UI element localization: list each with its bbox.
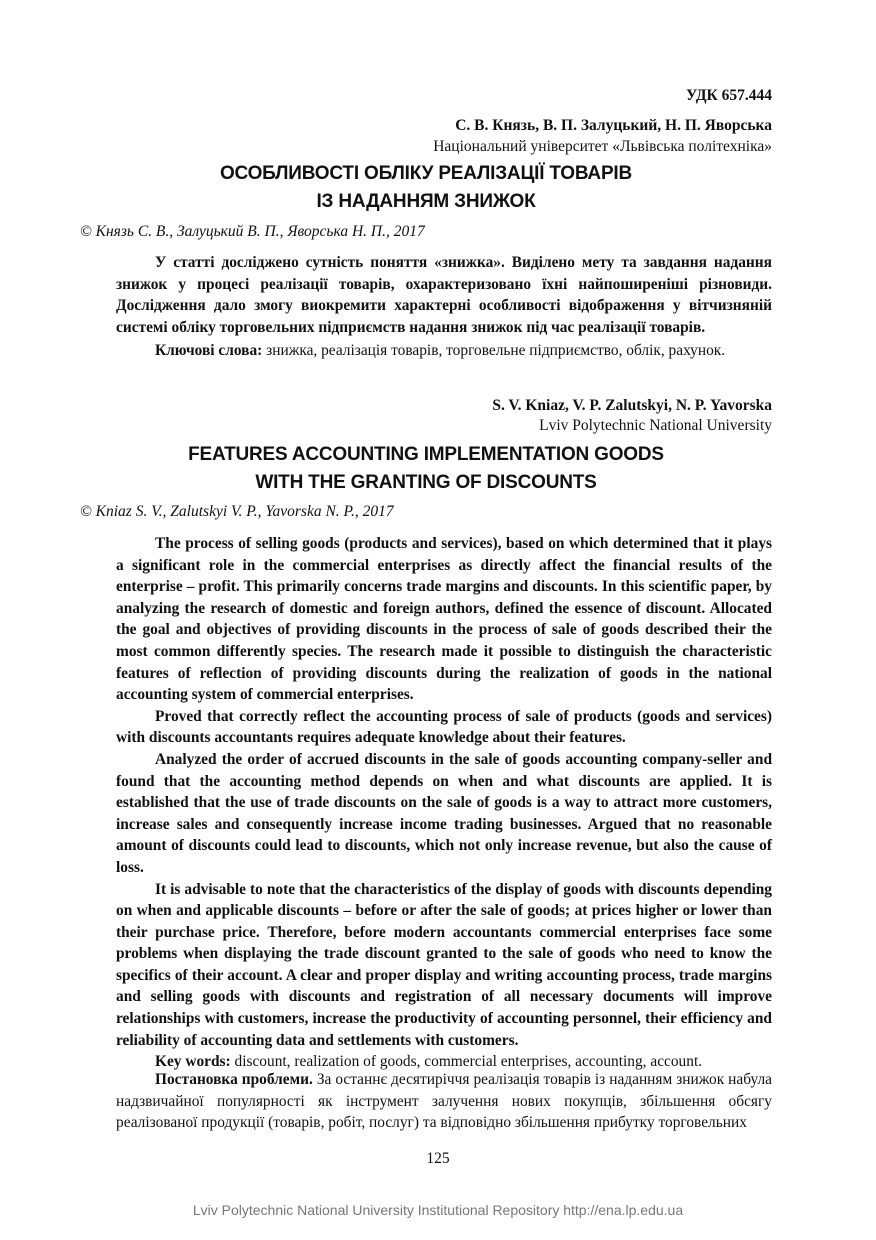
section-heading: Постановка проблеми. (155, 1071, 313, 1088)
ua-authors: С. В. Князь, В. П. Залуцький, Н. П. Яворська (455, 117, 772, 134)
ua-keywords-label: Ключові слова: (155, 342, 263, 360)
repository-footer: Lviv Polytechnic National University Institutional Repository http://ena.lp.edu.ua (192, 1202, 684, 1218)
ua-affiliation: Національний університет «Львівська політехніка» (433, 138, 772, 155)
en-keywords-text: discount, realization of goods, commercial enterprises, accounting, account. (230, 1053, 703, 1071)
en-title-line2: WITH THE GRANTING OF DISCOUNTS (255, 472, 597, 493)
ua-title-line2: ІЗ НАДАННЯМ ЗНИЖОК (316, 191, 536, 212)
en-title-line1: FEATURES ACCOUNTING IMPLEMENTATION GOODS (188, 444, 664, 465)
en-abstract (116, 533, 772, 1073)
ua-title (80, 160, 772, 216)
ua-title-line1: ОСОБЛИВОСТІ ОБЛІКУ РЕАЛІЗАЦІЇ ТОВАРІВ (219, 163, 633, 184)
en-abstract-paragraph: Analyzed the order of accrued discounts in the sale of goods accounting company-seller and found that the accounting method depends on when and what discounts are applied. It is established that the use of trade discounts on the sale of goods is a way to attract more customers, increase sales and consequently increase income trading businesses. Argued that no reasonable amount of discounts could lead to discounts, which not only increase revenue, but also the cause of loss. (116, 750, 772, 876)
body-paragraph (116, 1069, 772, 1134)
en-abstract-paragraph: It is advisable to note that the characteristics of the display of goods with discounts depending on when and applicable discounts – before or after the sale of goods; at prices higher or lower than their purchase price. Therefore, before modern accountants commercial enterprises face some problems when displaying the trade discount granted to the sale of goods who need to know the specifics of their account. A clear and proper display and writing accounting process, trade margins and selling goods with discounts and registration of all necessary documents will improve relationships with customers, increase the productivity of accounting personnel, their efficiency and reliability of accounting data and settlements with customers. (116, 880, 772, 1049)
en-abstract-paragraph: Proved that correctly reflect the accounting process of sale of products (goods and services) with discounts accountants requires adequate knowledge about their features. (116, 707, 772, 747)
ua-abstract (116, 252, 772, 362)
en-affiliation: Lviv Polytechnic National University (539, 417, 772, 434)
en-abstract-paragraph: The process of selling goods (products and services), based on which determined that it plays a significant role in the commercial enterprises as directly affect the financial results of the enterprise – profit. This primarily concerns trade margins and discounts. In this scientific paper, by analyzing the research of domestic and foreign authors, defined the essence of discount. Allocated the goal and objectives of providing discounts in the process of sale of goods described their the most common differently species. The research made it possible to distinguish the characteristic features of reflection of providing discounts during the realization of goods in the national accounting system of commercial enterprises. (116, 535, 772, 704)
body-section (116, 1069, 772, 1134)
page-number: 125 (426, 1150, 450, 1167)
en-copyright: © Kniaz S. V., Zalutskyi V. P., Yavorska N. P., 2017 (80, 503, 394, 520)
ua-keywords (116, 340, 772, 362)
en-title (80, 441, 772, 497)
udc-code: УДК 657.444 (686, 87, 772, 104)
en-authors: S. V. Kniaz, V. P. Zalutskyi, N. P. Yavorska (492, 397, 772, 414)
ua-abstract-text: У статті досліджено сутність поняття «знижка». Виділено мету та завдання надання знижок у процесі реалізації товарів, охарактеризовано їхні найпоширеніші різновиди. Дослідження дало змогу виокремити характерні особливості відображення у вітчизняній системі обліку торговельних підприємств надання знижок під час реалізації товарів. (116, 254, 772, 336)
body-text: За останнє десятиріччя реалізація товарів із наданням знижок набула надзвичайної популярності як інструмент залучення нових покупців, збільшення обсягу реалізованої продукції (товарів, робіт, послуг) та відповідно збільшення прибутку торговельних (116, 1071, 772, 1132)
en-keywords-label: Key words: (155, 1053, 231, 1071)
ua-copyright: © Князь С. В., Залуцький В. П., Яворська Н. П., 2017 (80, 223, 425, 240)
ua-keywords-text: знижка, реалізація товарів, торговельне підприємство, облік, рахунок. (262, 342, 726, 360)
